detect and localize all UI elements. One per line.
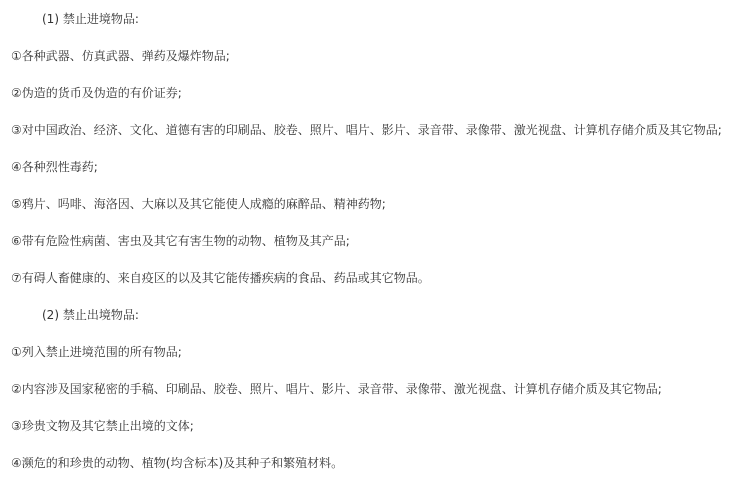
list-item: ②伪造的货币及伪造的有价证券;: [11, 86, 182, 100]
section-heading-prohibited-exit: (2) 禁止出境物品:: [42, 308, 139, 322]
list-item: ①列入禁止进境范围的所有物品;: [11, 345, 182, 359]
list-item: ⑤鸦片、吗啡、海洛因、大麻以及其它能使人成瘾的麻醉品、精神药物;: [11, 197, 386, 211]
section-heading-prohibited-entry: (1) 禁止进境物品:: [42, 12, 139, 26]
list-item: ⑥带有危险性病菌、害虫及其它有害生物的动物、植物及其产品;: [11, 234, 350, 248]
list-item: ③珍贵文物及其它禁止出境的文体;: [11, 419, 194, 433]
list-item: ②内容涉及国家秘密的手稿、印刷品、胶卷、照片、唱片、影片、录音带、录像带、激光视盘、计算机存储介质及其它物品;: [11, 382, 662, 396]
list-item: ④各种烈性毒药;: [11, 160, 98, 174]
list-item: ④濒危的和珍贵的动物、植物(均含标本)及其种子和繁殖材料。: [11, 456, 344, 470]
list-item: ⑦有碍人畜健康的、来自疫区的以及其它能传播疾病的食品、药品或其它物品。: [11, 271, 430, 285]
list-item: ①各种武器、仿真武器、弹药及爆炸物品;: [11, 49, 230, 63]
list-item: ③对中国政治、经济、文化、道德有害的印刷品、胶卷、照片、唱片、影片、录音带、录像带、激光视盘、计算机存储介质及其它物品;: [11, 123, 722, 137]
